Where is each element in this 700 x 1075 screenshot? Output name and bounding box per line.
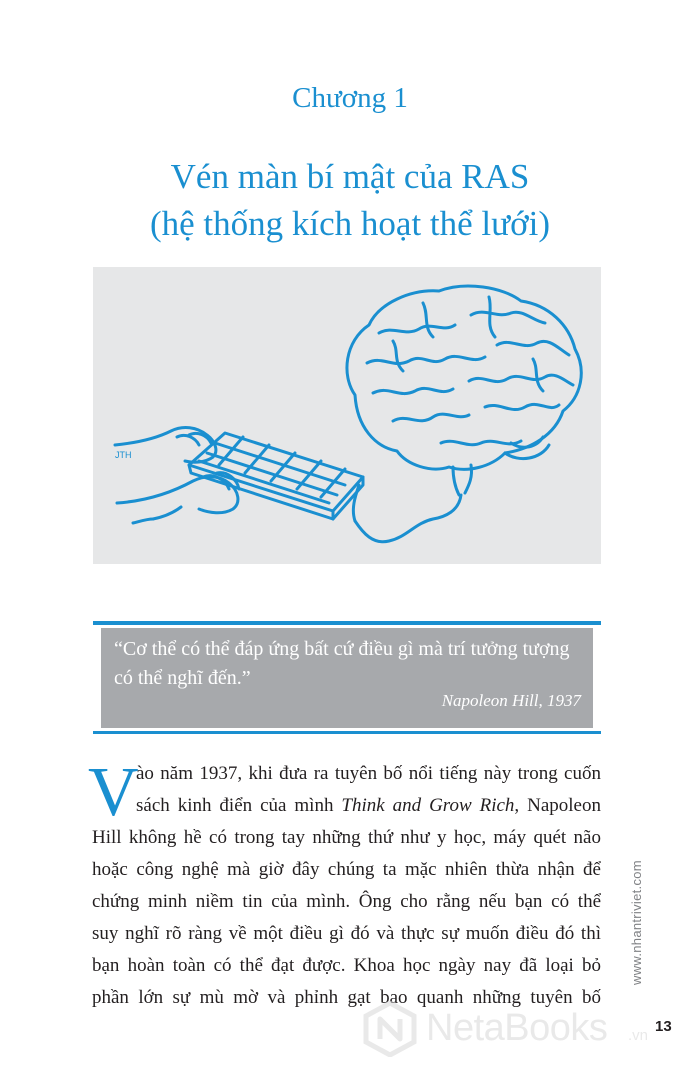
chapter-title-line-1: Vén màn bí mật của RAS [170, 157, 530, 196]
chapter-title [0, 153, 700, 247]
quote-rule-bottom [93, 731, 601, 734]
brain-keyboard-drawing [93, 267, 601, 564]
body-line-7: bạn hoàn toàn có thể đạt được. Khoa học ngày nay đã loại bỏ [92, 955, 601, 976]
netabooks-logo-icon [362, 1001, 418, 1057]
body-line-3: Hill không hề có trong tay những thứ như y học, máy quét não [92, 827, 601, 848]
body-line-2 [136, 795, 601, 817]
page-number: 13 [655, 1018, 672, 1035]
chapter-label: Chương 1 [292, 82, 408, 114]
body-line-2-pre: sách kinh điển của mình [136, 795, 342, 816]
body-line-5: chứng minh niềm tin của mình. Ông cho rằng nếu bạn có thể [92, 891, 601, 912]
body-line-2-post: , Napoleon [514, 795, 601, 816]
body-line-8: phần lớn sự mù mờ và phỉnh gạt bao quanh những tuyên bố [92, 987, 601, 1008]
body-line-4: hoặc công nghệ mà giờ đây chúng ta mặc nhiên thừa nhận để [92, 859, 601, 880]
brain-keyboard-illustration [93, 267, 601, 564]
quote-text [114, 635, 584, 693]
watermark-brand: NetaBooks [426, 1007, 608, 1049]
side-url: www.nhantriviet.com [629, 860, 644, 985]
quote-rule-top [93, 621, 601, 625]
watermark-tld: .vn [628, 1027, 649, 1044]
body-line-1: ào năm 1937, khi đưa ra tuyên bố nổi tiếng này trong cuốn [136, 763, 601, 784]
quote-box [101, 628, 593, 728]
quote-line-2: có thể nghĩ đến.” [114, 667, 251, 689]
quote-author: Napoleon Hill, 1937 [441, 691, 581, 710]
drop-cap: V [88, 754, 139, 831]
watermark [362, 999, 662, 1059]
illustrator-signature: JTH [115, 450, 132, 460]
chapter-title-line-2: (hệ thống kích hoạt thể lưới) [149, 204, 551, 243]
quote-line-1: “Cơ thể có thể đáp ứng bất cứ điều gì mà trí tưởng tượng [114, 638, 570, 660]
body-line-6: suy nghĩ rõ ràng về một điều gì đó và thực sự muốn điều đó thì [92, 923, 601, 944]
book-title: Think and Grow Rich [341, 795, 515, 816]
